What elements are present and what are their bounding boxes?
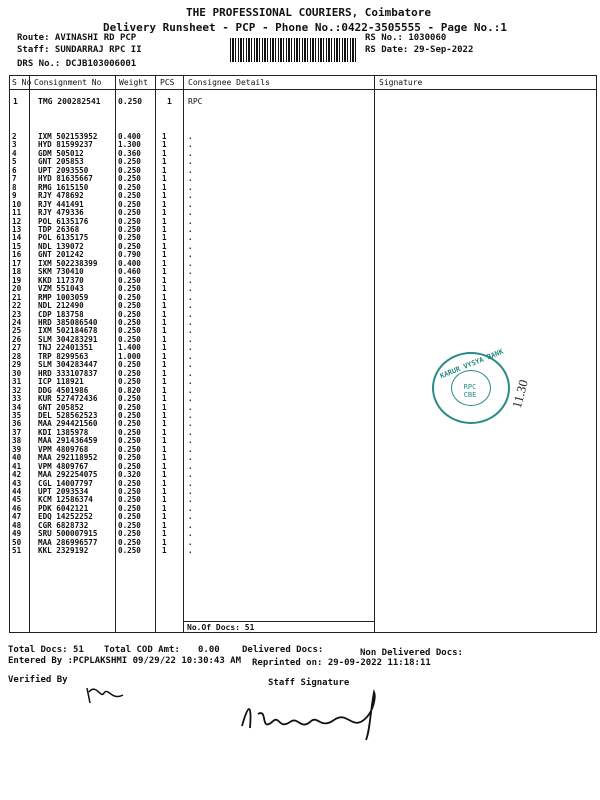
- column-header-sno: S No: [12, 78, 32, 87]
- handwritten-time: 11.30: [508, 378, 531, 410]
- total-cod-label: Total COD Amt:: [104, 645, 180, 655]
- column-header-signature: Signature: [379, 78, 423, 87]
- first-row-weight: 0.250: [118, 97, 143, 106]
- reprinted-on: Reprinted on: 29-09-2022 11:18:11: [252, 658, 431, 668]
- first-row-details: RPC: [188, 97, 203, 106]
- delivered-docs: Delivered Docs:: [242, 645, 324, 655]
- column-header-pcs: PCS: [160, 78, 175, 87]
- staff-signature: [238, 684, 398, 744]
- runsheet-title: Delivery Runsheet - PCP - Phone No.:0422-3505555 - Page No.:1: [103, 21, 507, 34]
- total-cod-amount: 0.00: [198, 645, 220, 655]
- rs-number: RS No.: 1030060: [365, 33, 447, 43]
- total-docs: Total Docs: 51: [8, 645, 84, 655]
- stamp-text: KARUR VYSYA BANK: [438, 347, 505, 381]
- consignee-details-column: . . . . . . . . . . . . . . . . . . . . . . . . . . . . . . . . . . . . . . . . . . . . . . . . . .: [188, 132, 193, 556]
- non-delivered-docs: Non Delivered Docs:: [360, 648, 463, 658]
- barcode: [230, 38, 358, 62]
- rs-date: RS Date: 29-Sep-2022: [365, 45, 474, 55]
- weight-column: 0.400 1.300 0.360 0.250 0.250 0.250 0.250 0.250 0.250 0.250 0.250 0.250 0.250 0.250 0.790 0.400 0.460 0.250 0.250 0.250 0.250 0.250 0.250 0.250 0.250 1.400 1.000 0.250 0.250 0.250 0.820 0.250 0.250 0.250 0.250 0.250 0.250 0.250 0.250 0.250 0.320 0.250 0.250 0.250 0.250 0.250 0.250 0.250 0.250 0.250: [118, 132, 141, 556]
- drs-number: DRS No.: DCJB103006001: [17, 59, 137, 69]
- consignment-column: IXM 502153952 HYD 81599237 GDM 505012 GNT 205853 UPT 2093550 HYD 81635667 RMG 1615150 RJY 478692 RJY 441491 RJY 479336 POL 6135176 TDP 26368 POL 6135175 NDL 139072 GNT 201242 IXM 502238399 SKM 730410 KKD 117370 VZM 551043 RMP 1003059 NDL 212490 CDP 183758 HRD 385086540 IXM 502184678 SLM 304283291 TNJ 22401351 TRP 8299563 SLM 304283447 HRD 333107837 ICP 118921 DDG 4501986 KUR 527472436 GNT 205852 DEL 528562523 MAA 294421560 KDI 1385978 MAA 291436459 VPM 4809768 MAA 292118952 VPM 4809767 MAA 292254075 CGL 14007797 UPT 2093534 KCM 12586374 PDK 6042121 EDQ 14252252 CGR 6828732 SRU 500007915 MAA 286996577 KKL 2329192: [38, 132, 98, 556]
- first-row-sno: 1: [13, 97, 18, 106]
- verifier-signature: [84, 681, 126, 709]
- entered-by: Entered By :PCPLAKSHMI 09/29/22 10:30:43 AM: [8, 656, 241, 666]
- verified-by: Verified By: [8, 675, 68, 685]
- first-row-consignment: TMG 200282541: [38, 97, 101, 106]
- pcs-column: 1 1 1 1 1 1 1 1 1 1 1 1 1 1 1 1 1 1 1 1 1 1 1 1 1 1 1 1 1 1 1 1 1 1 1 1 1 1 1 1 1 1 1 1 1 1 1 1 1 1: [162, 132, 167, 556]
- first-row-pcs: 1: [167, 97, 172, 106]
- column-header-weight: Weight: [119, 78, 148, 87]
- no-of-docs: No.Of Docs: 51: [187, 623, 255, 632]
- staff-signature-label: Staff Signature: [268, 678, 350, 688]
- route: Route: AVINASHI RD PCP: [17, 33, 137, 43]
- sno-column: 2 3 4 5 6 7 8 9 10 11 12 13 14 15 16 17 18 19 20 21 22 23 24 25 26 27 28 29 30 31 32 33 34 35 36 37 38 39 40 41 42 43 44 45 46 47 48 49 50 51: [12, 132, 22, 556]
- column-header-consignee: Consignee Details: [188, 78, 270, 87]
- staff: Staff: SUNDARRAJ RPC II: [17, 45, 142, 55]
- company-title: THE PROFESSIONAL COURIERS, Coimbatore: [186, 6, 432, 19]
- column-header-consignment: Consignment No: [34, 78, 102, 87]
- stamp-center-text: RPC CBE: [463, 383, 477, 399]
- runsheet-table: [9, 75, 597, 633]
- bank-stamp: [432, 347, 510, 424]
